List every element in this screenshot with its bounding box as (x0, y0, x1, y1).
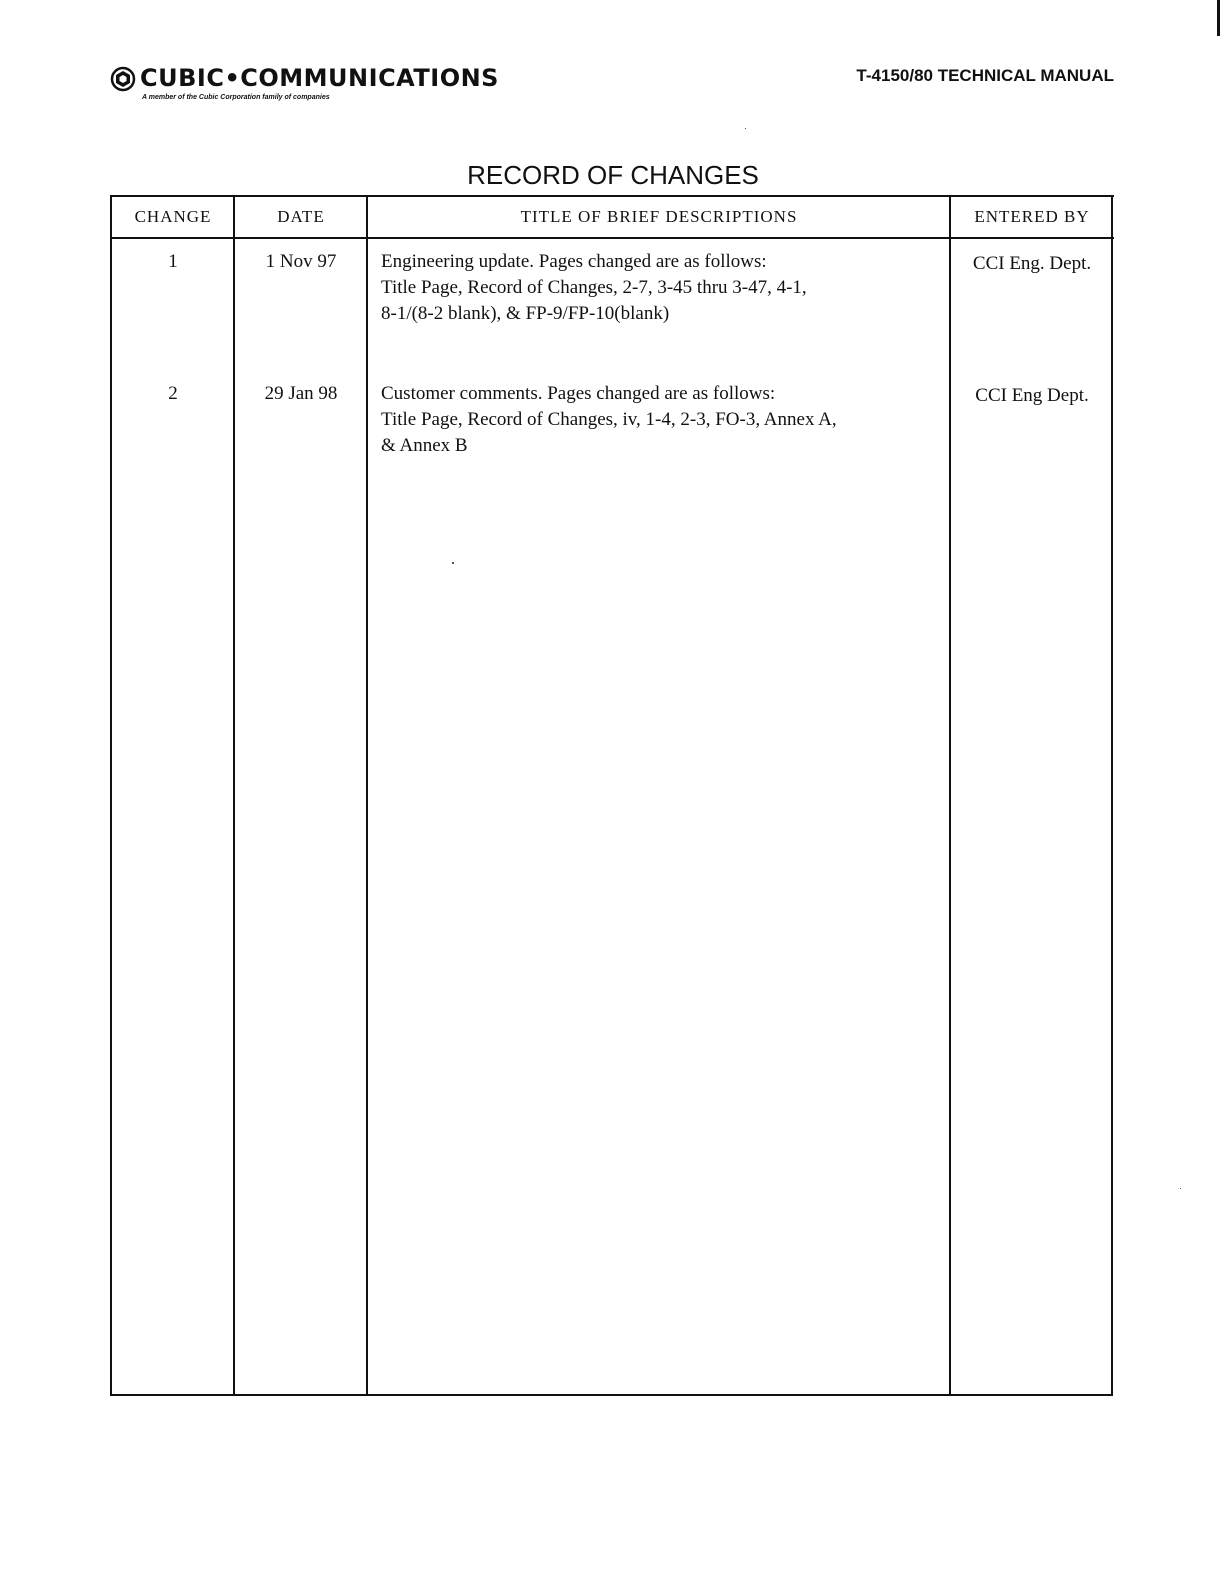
header-change: CHANGE (134, 207, 212, 226)
row-change-number: 2 (168, 383, 178, 404)
row-date: 1 Nov 97 (265, 251, 337, 272)
table-bottom-border (110, 1394, 1113, 1396)
row-description-line: Title Page, Record of Changes, 2-7, 3-45 thru 3-47, 4-1, (381, 277, 807, 298)
company-tagline: A member of the Cubic Corporation family of companies (142, 94, 330, 101)
row-description-line: & Annex B (381, 435, 468, 456)
row-entered-by: CCI Eng. Dept. (972, 253, 1092, 274)
scan-speck (745, 128, 746, 129)
scan-speck (452, 562, 454, 564)
row-description-line: Title Page, Record of Changes, iv, 1-4, 2-3, FO-3, Annex A, (381, 409, 837, 430)
header-entered-by: ENTERED BY (974, 207, 1090, 226)
manual-title: T-4150/80 TECHNICAL MANUAL (856, 66, 1114, 85)
company-logo (110, 64, 570, 108)
row-description-line: Customer comments. Pages changed are as follows: (381, 383, 776, 404)
page-title: RECORD OF CHANGES (467, 160, 759, 190)
table-right-border (1111, 195, 1113, 1396)
table-col-divider-2 (366, 195, 368, 1396)
table-header-divider (111, 237, 1114, 239)
header-date: DATE (277, 207, 325, 226)
table-top-border (111, 195, 1114, 197)
company-name: CUBIC•COMMUNICATIONS (140, 64, 499, 92)
cubic-logo-icon (110, 66, 136, 92)
row-description-line: 8-1/(8-2 blank), & FP-9/FP-10(blank) (381, 303, 670, 324)
scan-speck (1180, 1188, 1181, 1189)
row-date: 29 Jan 98 (264, 383, 338, 404)
table-col-divider-1 (233, 195, 235, 1396)
table-col-divider-3 (949, 195, 951, 1396)
header-description: TITLE OF BRIEF DESCRIPTIONS (520, 207, 798, 226)
row-change-number: 1 (168, 251, 178, 272)
table-left-border (110, 195, 112, 1396)
row-description-line: Engineering update. Pages changed are as follows: (381, 251, 767, 272)
row-entered-by: CCI Eng Dept. (975, 385, 1089, 406)
